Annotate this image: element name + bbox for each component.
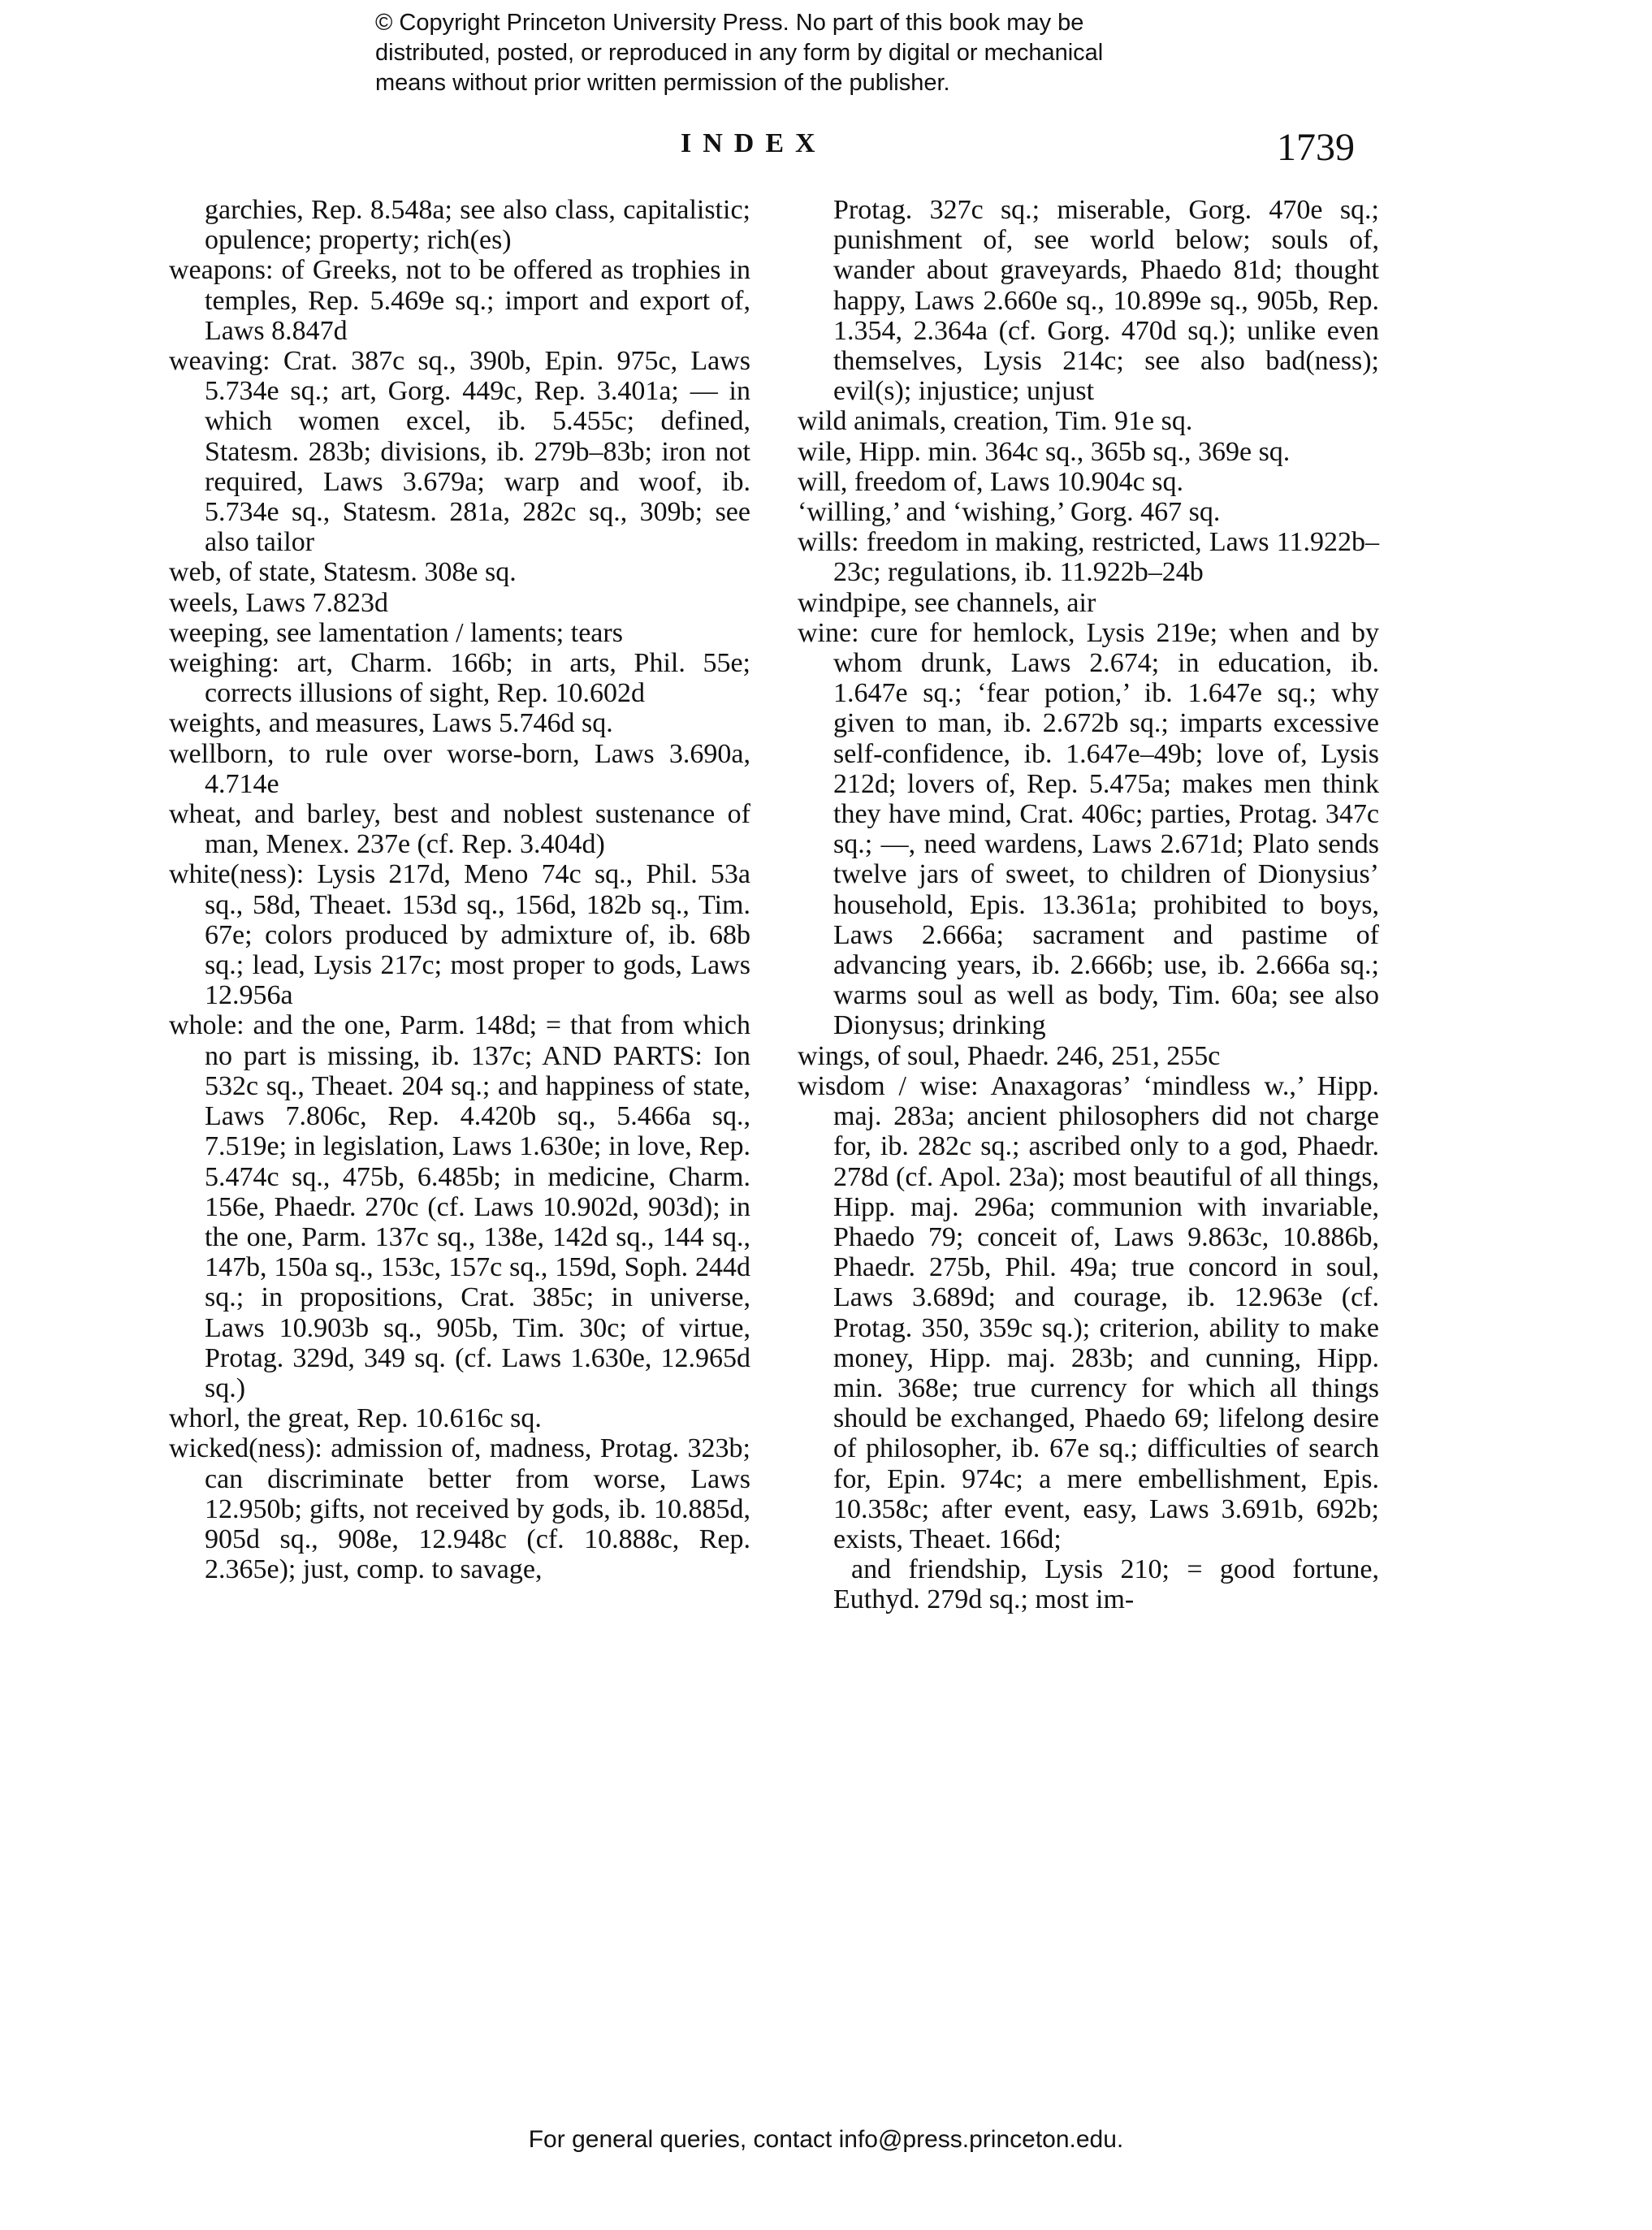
index-entry: weaving: Crat. 387c sq., 390b, Epin. 975c, Laws 5.734e sq.; art, Gorg. 449c, Rep. 3.401a; — in which women excel, ib. 5.455c; defined, Statesm. 283b; divisions, ib. 279b–83b; iron not required, Laws 3.679a; warp and woof, ib. 5.734e sq., Statesm. 281a, 282c sq., 309b; see also tailor (169, 346, 750, 558)
running-head: INDEX (681, 128, 827, 158)
copyright-line: means without prior written permission of the publisher. (375, 70, 950, 96)
index-column-right (798, 195, 1379, 1615)
index-entry: whole: and the one, Parm. 148d; = that from which no part is missing, ib. 137c; AND PARTS: Ion 532c sq., Theaet. 204 sq.; and happiness of state, Laws 7.806c, Rep. 4.420b sq., 5.466a sq., 7.519e; in legislation, Laws 1.630e; in love, Rep. 5.474c sq., 475b, 6.485b; in medicine, Charm. 156e, Phaedr. 270c (cf. Laws 10.902d, 903d); in the one, Parm. 137c sq., 138e, 142d sq., 144 sq., 147b, 150a sq., 153c, 157c sq., 159d, Soph. 244d sq.; in propositions, Crat. 385c; in universe, Laws 10.903b sq., 905b, Tim. 30c; of virtue, Protag. 329d, 349 sq. (cf. Laws 1.630e, 12.965d sq.) (169, 1010, 750, 1403)
index-entry: garchies, Rep. 8.548a; see also class, capitalistic; opulence; property; rich(es) (205, 195, 750, 256)
index-entry: will, freedom of, Laws 10.904c sq. (798, 466, 1183, 497)
index-entry: weels, Laws 7.823d (169, 587, 389, 618)
index-entry: wheat, and barley, best and noblest sustenance of man, Menex. 237e (cf. Rep. 3.404d) (169, 799, 750, 860)
index-column-left (169, 195, 750, 1584)
index-entry: web, of state, Statesm. 308e sq. (169, 557, 517, 588)
index-entry: ‘willing,’ and ‘wishing,’ Gorg. 467 sq. (798, 497, 1221, 528)
index-entry: weeping, see lamentation / laments; tears (169, 617, 623, 648)
footer-contact: For general queries, contact info@press.princeton.edu. (528, 2126, 1124, 2153)
index-entry: weights, and measures, Laws 5.746d sq. (169, 708, 613, 739)
copyright-line: distributed, posted, or reproduced in any form by digital or mechanical (375, 40, 1104, 66)
index-entry: wellborn, to rule over worse-born, Laws 3.690a, 4.714e (169, 738, 750, 799)
index-entry: wild animals, creation, Tim. 91e sq. (798, 406, 1193, 437)
index-entry: whorl, the great, Rep. 10.616c sq. (169, 1403, 542, 1434)
index-entry: windpipe, see channels, air (798, 587, 1096, 618)
index-entry: wine: cure for hemlock, Lysis 219e; when and by whom drunk, Laws 2.674; in education, ib. 1.647e sq.; ‘fear potion,’ ib. 1.647e sq.; why given to man, ib. 2.672b sq.; imparts excessive self-confidence, ib. 1.647e–49b; love of, Lysis 212d; lovers of, Rep. 5.475a; makes men think they have mind, Crat. 406c; parties, Protag. 347c sq.; —, need wardens, Laws 2.671d; Plato sends twelve jars of sweet, to children of Dionysius’ household, Epis. 13.361a; prohibited to boys, Laws 2.666a; sacrament and pastime of advancing years, ib. 2.666b; use, ib. 2.666a sq.; warms soul as well as body, Tim. 60a; see also Dionysus; drinking (798, 617, 1379, 1041)
copyright-notice (375, 8, 1269, 98)
index-entry: Protag. 327c sq.; miserable, Gorg. 470e sq.; punishment of, see world below; souls of, wander about graveyards, Phaedo 81d; thought happy, Laws 2.660e sq., 10.899e sq., 905b, Rep. 1.354, 2.364a (cf. Gorg. 470d sq.); unlike even themselves, Lysis 214c; see also bad(ness); evil(s); injustice; unjust (833, 195, 1379, 407)
index-entry: white(ness): Lysis 217d, Meno 74c sq., Phil. 53a sq., 58d, Theaet. 153d sq., 156d, 182b sq., Tim. 67e; colors produced by admixture of, ib. 68b sq.; lead, Lysis 217c; most proper to gods, Laws 12.956a (169, 859, 750, 1011)
index-entry: wile, Hipp. min. 364c sq., 365b sq., 369e sq. (798, 436, 1291, 467)
index-entry: wills: freedom in making, restricted, Laws 11.922b–23c; regulations, ib. 11.922b–24b (798, 527, 1379, 588)
copyright-line: © Copyright Princeton University Press. No part of this book may be (375, 10, 1084, 36)
index-entry: wisdom / wise: Anaxagoras’ ‘mindless w.,’ Hipp. maj. 283a; ancient philosophers did not charge for, ib. 282c sq.; ascribed only to a god, Phaedr. 278d (cf. Apol. 23a); most beautiful of all things, Hipp. maj. 296a; communion with invariable, Phaedo 79; conceit of, Laws 9.863c, 10.886b, Phaedr. 275b, Phil. 49a; true concord in soul, Laws 3.689d; and courage, ib. 12.963e (cf. Protag. 350, 359c sq.); criterion, ability to make money, Hipp. maj. 283b; and cunning, Hipp. min. 368e; true currency for which all things should be exchanged, Phaedo 69; lifelong desire of philosopher, ib. 67e sq.; difficulties of search for, Epin. 974c; a mere embellishment, Epis. 10.358c; after event, easy, Laws 3.691b, 692b; exists, Theaet. 166d; (798, 1070, 1379, 1554)
index-entry: wings, of soul, Phaedr. 246, 251, 255c (798, 1040, 1221, 1071)
page-number: 1739 (1277, 126, 1355, 169)
index-entry: weapons: of Greeks, not to be offered as trophies in temples, Rep. 5.469e sq.; import and export of, Laws 8.847d (169, 255, 750, 346)
index-subentry: and friendship, Lysis 210; = good fortune, Euthyd. 279d sq.; most im- (833, 1554, 1379, 1615)
index-entry: wicked(ness): admission of, madness, Protag. 323b; can discriminate better from worse, Laws 12.950b; gifts, not received by gods, ib. 10.885d, 905d sq., 908e, 12.948c (cf. 10.888c, Rep. 2.365e); just, comp. to savage, (169, 1433, 750, 1585)
index-entry: weighing: art, Charm. 166b; in arts, Phil. 55e; corrects illusions of sight, Rep. 10.602d (169, 648, 750, 709)
